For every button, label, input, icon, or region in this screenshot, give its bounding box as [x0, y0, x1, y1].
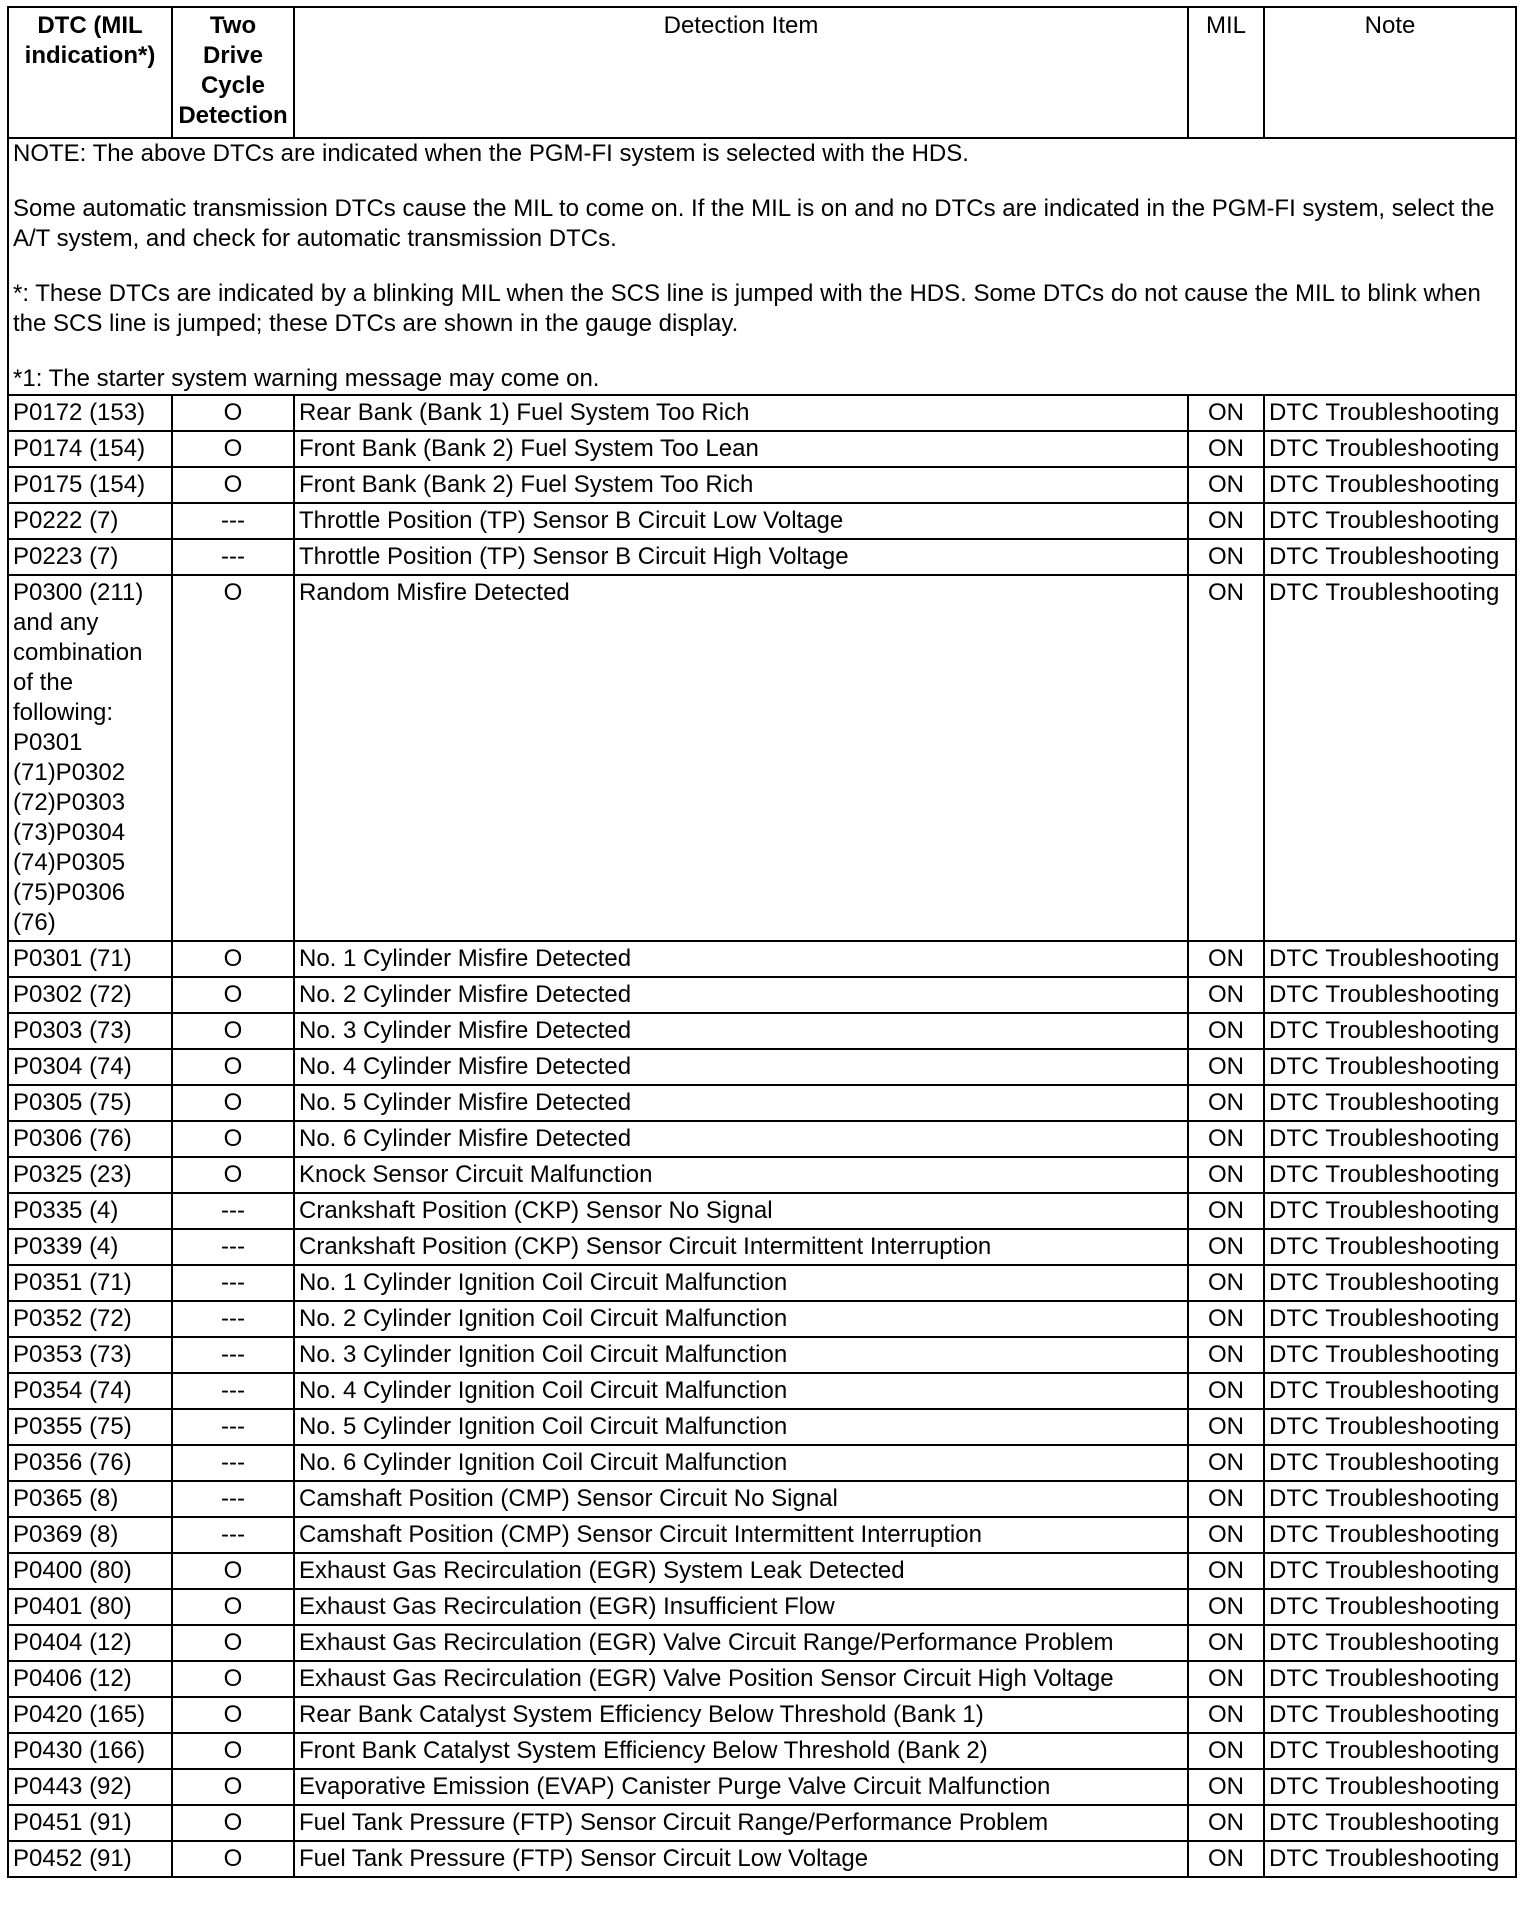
- table-row: [8, 1697, 1516, 1733]
- mil-cell: ON: [1188, 575, 1264, 941]
- note-cell: DTC Troubleshooting: [1264, 1121, 1516, 1157]
- mil-cell: ON: [1188, 1661, 1264, 1697]
- two-drive-cycle-cell: O: [172, 1625, 294, 1661]
- table-row: [8, 941, 1516, 977]
- table-row: [8, 1265, 1516, 1301]
- two-drive-cycle-cell: O: [172, 1085, 294, 1121]
- note-starter-warning: *1: The starter system warning message may come on.: [13, 365, 600, 392]
- note-cell: DTC Troubleshooting: [1264, 1841, 1516, 1877]
- table-row: [8, 431, 1516, 467]
- note-cell: DTC Troubleshooting: [1264, 1553, 1516, 1589]
- detection-item-cell: Throttle Position (TP) Sensor B Circuit High Voltage: [294, 539, 1188, 575]
- dtc-code-cell: P0223 (7): [8, 539, 172, 575]
- dtc-code-cell: P0443 (92): [8, 1769, 172, 1805]
- two-drive-cycle-cell: O: [172, 1049, 294, 1085]
- note-cell: DTC Troubleshooting: [1264, 1157, 1516, 1193]
- detection-item-cell: Camshaft Position (CMP) Sensor Circuit Intermittent Interruption: [294, 1517, 1188, 1553]
- two-drive-cycle-cell: O: [172, 1121, 294, 1157]
- note-cell: DTC Troubleshooting: [1264, 1049, 1516, 1085]
- table-row: [8, 1301, 1516, 1337]
- two-drive-cycle-cell: O: [172, 467, 294, 503]
- detection-item-cell: Rear Bank (Bank 1) Fuel System Too Rich: [294, 395, 1188, 431]
- table-row: [8, 1769, 1516, 1805]
- two-drive-cycle-cell: O: [172, 1553, 294, 1589]
- detection-item-cell: Crankshaft Position (CKP) Sensor Circuit Intermittent Interruption: [294, 1229, 1188, 1265]
- table-row: [8, 539, 1516, 575]
- two-drive-cycle-cell: O: [172, 1661, 294, 1697]
- mil-cell: ON: [1188, 1121, 1264, 1157]
- detection-item-cell: No. 4 Cylinder Misfire Detected: [294, 1049, 1188, 1085]
- mil-cell: ON: [1188, 1049, 1264, 1085]
- mil-cell: ON: [1188, 431, 1264, 467]
- dtc-code-cell: P0404 (12): [8, 1625, 172, 1661]
- dtc-code-cell: P0335 (4): [8, 1193, 172, 1229]
- note-cell: DTC Troubleshooting: [1264, 1301, 1516, 1337]
- detection-item-cell: No. 2 Cylinder Ignition Coil Circuit Malfunction: [294, 1301, 1188, 1337]
- dtc-code-cell: P0406 (12): [8, 1661, 172, 1697]
- dtc-code-cell: P0300 (211) and any combination of the following: P0301 (71)P0302 (72)P0303 (73)P0304 (74)P0305 (75)P0306 (76): [8, 575, 172, 941]
- mil-cell: ON: [1188, 1013, 1264, 1049]
- detection-item-cell: Exhaust Gas Recirculation (EGR) Insufficient Flow: [294, 1589, 1188, 1625]
- mil-cell: ON: [1188, 1517, 1264, 1553]
- two-drive-cycle-cell: O: [172, 395, 294, 431]
- dtc-code-cell: P0351 (71): [8, 1265, 172, 1301]
- note-cell: DTC Troubleshooting: [1264, 575, 1516, 941]
- mil-cell: ON: [1188, 977, 1264, 1013]
- table-row: [8, 977, 1516, 1013]
- note-cell: DTC Troubleshooting: [1264, 1589, 1516, 1625]
- mil-cell: ON: [1188, 941, 1264, 977]
- note-hds: NOTE: The above DTCs are indicated when the PGM-FI system is selected with the HDS.: [13, 140, 969, 167]
- mil-cell: ON: [1188, 467, 1264, 503]
- mil-cell: ON: [1188, 1769, 1264, 1805]
- dtc-code-cell: P0339 (4): [8, 1229, 172, 1265]
- mil-cell: ON: [1188, 503, 1264, 539]
- note-cell: DTC Troubleshooting: [1264, 1445, 1516, 1481]
- dtc-code-cell: P0451 (91): [8, 1805, 172, 1841]
- detection-item-cell: No. 5 Cylinder Ignition Coil Circuit Malfunction: [294, 1409, 1188, 1445]
- mil-cell: ON: [1188, 1805, 1264, 1841]
- two-drive-cycle-cell: ---: [172, 1193, 294, 1229]
- dtc-code-cell: P0175 (154): [8, 467, 172, 503]
- mil-cell: ON: [1188, 1157, 1264, 1193]
- note-cell: DTC Troubleshooting: [1264, 1661, 1516, 1697]
- mil-cell: ON: [1188, 395, 1264, 431]
- two-drive-cycle-cell: O: [172, 1697, 294, 1733]
- table-row: [8, 1193, 1516, 1229]
- note-cell: DTC Troubleshooting: [1264, 977, 1516, 1013]
- dtc-code-cell: P0306 (76): [8, 1121, 172, 1157]
- detection-item-cell: No. 3 Cylinder Misfire Detected: [294, 1013, 1188, 1049]
- dtc-code-cell: P0355 (75): [8, 1409, 172, 1445]
- table-row: [8, 1337, 1516, 1373]
- dtc-code-cell: P0325 (23): [8, 1157, 172, 1193]
- two-drive-cycle-cell: O: [172, 1157, 294, 1193]
- dtc-code-cell: P0353 (73): [8, 1337, 172, 1373]
- table-row: [8, 1445, 1516, 1481]
- dtc-code-cell: P0302 (72): [8, 977, 172, 1013]
- dtc-code-cell: P0400 (80): [8, 1553, 172, 1589]
- table-row: [8, 1661, 1516, 1697]
- table-row: [8, 1157, 1516, 1193]
- table-row: [8, 1553, 1516, 1589]
- note-cell: DTC Troubleshooting: [1264, 1409, 1516, 1445]
- mil-cell: ON: [1188, 1553, 1264, 1589]
- dtc-code-cell: P0354 (74): [8, 1373, 172, 1409]
- detection-item-cell: No. 3 Cylinder Ignition Coil Circuit Malfunction: [294, 1337, 1188, 1373]
- table-row: [8, 1625, 1516, 1661]
- note-cell: DTC Troubleshooting: [1264, 1697, 1516, 1733]
- two-drive-cycle-cell: O: [172, 1733, 294, 1769]
- two-drive-cycle-cell: O: [172, 1769, 294, 1805]
- dtc-code-cell: P0401 (80): [8, 1589, 172, 1625]
- dtc-code-cell: P0304 (74): [8, 1049, 172, 1085]
- note-cell: DTC Troubleshooting: [1264, 1085, 1516, 1121]
- note-cell: DTC Troubleshooting: [1264, 1229, 1516, 1265]
- two-drive-cycle-cell: ---: [172, 1229, 294, 1265]
- note-cell: DTC Troubleshooting: [1264, 1805, 1516, 1841]
- dtc-code-cell: P0305 (75): [8, 1085, 172, 1121]
- detection-item-cell: Exhaust Gas Recirculation (EGR) Valve Position Sensor Circuit High Voltage: [294, 1661, 1188, 1697]
- header-detection-item: Detection Item: [294, 7, 1188, 138]
- detection-item-cell: No. 6 Cylinder Misfire Detected: [294, 1121, 1188, 1157]
- header-two-drive-cycle: Two Drive Cycle Detection: [172, 7, 294, 138]
- table-row: [8, 1013, 1516, 1049]
- note-cell: DTC Troubleshooting: [1264, 467, 1516, 503]
- table-row: [8, 1373, 1516, 1409]
- detection-item-cell: No. 1 Cylinder Misfire Detected: [294, 941, 1188, 977]
- note-cell: DTC Troubleshooting: [1264, 1769, 1516, 1805]
- detection-item-cell: Random Misfire Detected: [294, 575, 1188, 941]
- two-drive-cycle-cell: O: [172, 1805, 294, 1841]
- detection-item-cell: Rear Bank Catalyst System Efficiency Below Threshold (Bank 1): [294, 1697, 1188, 1733]
- detection-item-cell: Fuel Tank Pressure (FTP) Sensor Circuit Low Voltage: [294, 1841, 1188, 1877]
- two-drive-cycle-cell: ---: [172, 1517, 294, 1553]
- note-cell: DTC Troubleshooting: [1264, 1373, 1516, 1409]
- mil-cell: ON: [1188, 1481, 1264, 1517]
- detection-item-cell: No. 6 Cylinder Ignition Coil Circuit Malfunction: [294, 1445, 1188, 1481]
- table-row: [8, 1409, 1516, 1445]
- two-drive-cycle-cell: O: [172, 431, 294, 467]
- detection-item-cell: Exhaust Gas Recirculation (EGR) Valve Circuit Range/Performance Problem: [294, 1625, 1188, 1661]
- header-dtc: DTC (MIL indication*): [8, 7, 172, 138]
- notes-cell: [8, 138, 1516, 395]
- mil-cell: ON: [1188, 1085, 1264, 1121]
- mil-cell: ON: [1188, 1373, 1264, 1409]
- table-row: [8, 1517, 1516, 1553]
- dtc-code-cell: P0352 (72): [8, 1301, 172, 1337]
- mil-cell: ON: [1188, 1841, 1264, 1877]
- detection-item-cell: Front Bank (Bank 2) Fuel System Too Rich: [294, 467, 1188, 503]
- mil-cell: ON: [1188, 1229, 1264, 1265]
- dtc-code-cell: P0452 (91): [8, 1841, 172, 1877]
- mil-cell: ON: [1188, 1337, 1264, 1373]
- table-row: [8, 467, 1516, 503]
- mil-cell: ON: [1188, 1409, 1264, 1445]
- dtc-code-cell: P0222 (7): [8, 503, 172, 539]
- dtc-code-cell: P0369 (8): [8, 1517, 172, 1553]
- detection-item-cell: Fuel Tank Pressure (FTP) Sensor Circuit Range/Performance Problem: [294, 1805, 1188, 1841]
- detection-item-cell: Throttle Position (TP) Sensor B Circuit Low Voltage: [294, 503, 1188, 539]
- notes-row: [8, 138, 1516, 395]
- two-drive-cycle-cell: ---: [172, 1373, 294, 1409]
- note-cell: DTC Troubleshooting: [1264, 395, 1516, 431]
- detection-item-cell: Crankshaft Position (CKP) Sensor No Signal: [294, 1193, 1188, 1229]
- note-cell: DTC Troubleshooting: [1264, 1625, 1516, 1661]
- header-note: Note: [1264, 7, 1516, 138]
- note-cell: DTC Troubleshooting: [1264, 1733, 1516, 1769]
- detection-item-cell: Front Bank (Bank 2) Fuel System Too Lean: [294, 431, 1188, 467]
- mil-cell: ON: [1188, 1265, 1264, 1301]
- table-row: [8, 395, 1516, 431]
- dtc-code-cell: P0174 (154): [8, 431, 172, 467]
- note-cell: DTC Troubleshooting: [1264, 941, 1516, 977]
- detection-item-cell: Front Bank Catalyst System Efficiency Below Threshold (Bank 2): [294, 1733, 1188, 1769]
- detection-item-cell: Knock Sensor Circuit Malfunction: [294, 1157, 1188, 1193]
- two-drive-cycle-cell: O: [172, 575, 294, 941]
- note-at-system: Some automatic transmission DTCs cause the MIL to come on. If the MIL is on and no DTCs are indicated in the PGM-FI system, select the A/T system, and check for automatic transmission DTCs.: [13, 195, 1495, 252]
- note-cell: DTC Troubleshooting: [1264, 1013, 1516, 1049]
- two-drive-cycle-cell: ---: [172, 1481, 294, 1517]
- header-row: [8, 7, 1516, 138]
- dtc-code-cell: P0430 (166): [8, 1733, 172, 1769]
- detection-item-cell: Exhaust Gas Recirculation (EGR) System Leak Detected: [294, 1553, 1188, 1589]
- table-row: [8, 1121, 1516, 1157]
- table-row: [8, 1229, 1516, 1265]
- mil-cell: ON: [1188, 1697, 1264, 1733]
- two-drive-cycle-cell: O: [172, 977, 294, 1013]
- table-row: [8, 1841, 1516, 1877]
- detection-item-cell: Camshaft Position (CMP) Sensor Circuit No Signal: [294, 1481, 1188, 1517]
- dtc-document: [7, 6, 1515, 1878]
- dtc-code-cell: P0301 (71): [8, 941, 172, 977]
- table-row: [8, 1589, 1516, 1625]
- note-cell: DTC Troubleshooting: [1264, 1193, 1516, 1229]
- two-drive-cycle-cell: ---: [172, 1301, 294, 1337]
- table-row: [8, 1049, 1516, 1085]
- table-row: [8, 1733, 1516, 1769]
- two-drive-cycle-cell: ---: [172, 1265, 294, 1301]
- dtc-table: [7, 6, 1517, 1878]
- table-row: [8, 1805, 1516, 1841]
- two-drive-cycle-cell: ---: [172, 539, 294, 575]
- note-cell: DTC Troubleshooting: [1264, 1517, 1516, 1553]
- dtc-code-cell: P0172 (153): [8, 395, 172, 431]
- mil-cell: ON: [1188, 1301, 1264, 1337]
- table-row: [8, 503, 1516, 539]
- detection-item-cell: No. 2 Cylinder Misfire Detected: [294, 977, 1188, 1013]
- note-cell: DTC Troubleshooting: [1264, 539, 1516, 575]
- two-drive-cycle-cell: O: [172, 941, 294, 977]
- table-row: [8, 575, 1516, 941]
- mil-cell: ON: [1188, 1733, 1264, 1769]
- mil-cell: ON: [1188, 1193, 1264, 1229]
- two-drive-cycle-cell: O: [172, 1589, 294, 1625]
- note-cell: DTC Troubleshooting: [1264, 1337, 1516, 1373]
- two-drive-cycle-cell: ---: [172, 1337, 294, 1373]
- mil-cell: ON: [1188, 1445, 1264, 1481]
- dtc-code-cell: P0303 (73): [8, 1013, 172, 1049]
- note-cell: DTC Troubleshooting: [1264, 1481, 1516, 1517]
- note-cell: DTC Troubleshooting: [1264, 431, 1516, 467]
- detection-item-cell: No. 5 Cylinder Misfire Detected: [294, 1085, 1188, 1121]
- dtc-code-cell: P0420 (165): [8, 1697, 172, 1733]
- table-row: [8, 1481, 1516, 1517]
- detection-item-cell: No. 4 Cylinder Ignition Coil Circuit Malfunction: [294, 1373, 1188, 1409]
- note-cell: DTC Troubleshooting: [1264, 503, 1516, 539]
- mil-cell: ON: [1188, 1625, 1264, 1661]
- two-drive-cycle-cell: ---: [172, 1409, 294, 1445]
- detection-item-cell: Evaporative Emission (EVAP) Canister Purge Valve Circuit Malfunction: [294, 1769, 1188, 1805]
- header-mil: MIL: [1188, 7, 1264, 138]
- two-drive-cycle-cell: O: [172, 1013, 294, 1049]
- mil-cell: ON: [1188, 1589, 1264, 1625]
- note-cell: DTC Troubleshooting: [1264, 1265, 1516, 1301]
- detection-item-cell: No. 1 Cylinder Ignition Coil Circuit Malfunction: [294, 1265, 1188, 1301]
- dtc-code-cell: P0365 (8): [8, 1481, 172, 1517]
- two-drive-cycle-cell: O: [172, 1841, 294, 1877]
- table-row: [8, 1085, 1516, 1121]
- mil-cell: ON: [1188, 539, 1264, 575]
- note-blinking-mil: *: These DTCs are indicated by a blinking MIL when the SCS line is jumped with the HDS. Some DTCs do not cause the MIL to blink when the SCS line is jumped; these DTCs are shown in the gauge display.: [13, 280, 1481, 337]
- dtc-code-cell: P0356 (76): [8, 1445, 172, 1481]
- two-drive-cycle-cell: ---: [172, 1445, 294, 1481]
- two-drive-cycle-cell: ---: [172, 503, 294, 539]
